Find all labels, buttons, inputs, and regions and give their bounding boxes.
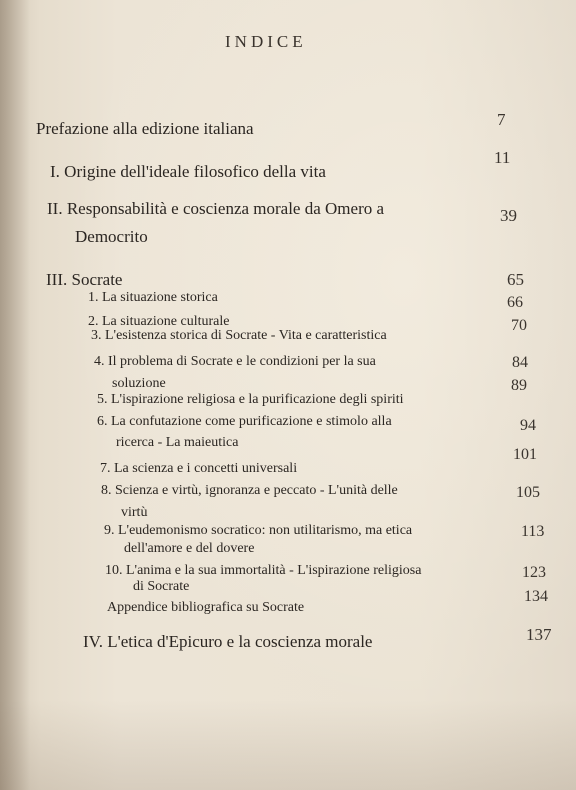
toc-subpage-7: 101 — [513, 446, 537, 463]
toc-entry-chapter-2-line1: II. Responsabilità e coscienza morale da Omero a — [47, 199, 385, 218]
toc-subentry-2: 2. La situazione culturale — [88, 314, 230, 329]
toc-subentry-5: 5. L'ispirazione religiosa e la purificazione degli spiriti — [97, 392, 404, 407]
toc-subentry-1: 1. La situazione storica — [88, 290, 218, 305]
toc-subpage-9: 113 — [521, 523, 545, 540]
toc-page-chapter-3: 65 — [507, 270, 524, 289]
toc-page-chapter-4: 137 — [526, 625, 552, 644]
toc-subentry-6-line1: 6. La confutazione come purificazione e stimolo alla — [97, 414, 392, 429]
toc-entry-chapter-3: III. Socrate — [46, 270, 123, 289]
page-title: INDICE — [225, 32, 307, 51]
toc-subentry-3: 3. L'esistenza storica di Socrate - Vita e caratteristica — [91, 328, 387, 343]
toc-page-chapter-1: 11 — [494, 148, 511, 167]
toc-subentry-7: 7. La scienza e i concetti universali — [100, 461, 298, 476]
toc-entry-prefazione: Prefazione alla edizione italiana — [36, 119, 254, 138]
toc-entry-chapter-2-line2: Democrito — [75, 227, 148, 246]
toc-page-chapter-2: 39 — [500, 206, 517, 225]
toc-entry-chapter-4: IV. L'etica d'Epicuro e la coscienza morale — [83, 632, 373, 651]
toc-entry-chapter-1: I. Origine dell'ideale filosofico della vita — [50, 162, 326, 181]
toc-subentry-9-line1: 9. L'eudemonismo socratico: non utilitarismo, ma etica — [104, 523, 413, 538]
toc-subentry-6-line2: ricerca - La maieutica — [116, 435, 239, 450]
toc-subentry-8-line2: virtù — [121, 505, 148, 520]
toc-subentry-8-line1: 8. Scienza e virtù, ignoranza e peccato - L'unità delle — [101, 483, 398, 498]
toc-subentry-4-line1: 4. Il problema di Socrate e le condizioni per la sua — [94, 354, 376, 369]
toc-subentry-4-line2: soluzione — [112, 376, 166, 391]
toc-subpage-appendix: 134 — [524, 588, 548, 605]
toc-subpage-10: 123 — [522, 564, 546, 581]
toc-subentry-9-line2: dell'amore e del dovere — [124, 541, 255, 556]
toc-subentry-10-line1: 10. L'anima e la sua immortalità - L'ispirazione religiosa — [105, 563, 422, 578]
toc-subentry-appendix: Appendice bibliografica su Socrate — [107, 600, 305, 615]
toc-subpage-5: 89 — [511, 377, 527, 394]
toc-page-prefazione: 7 — [497, 110, 506, 129]
toc-subentry-10-line2: di Socrate — [133, 579, 190, 594]
toc-subpage-4: 84 — [512, 354, 528, 371]
toc-subpage-8: 105 — [516, 484, 540, 501]
toc-subpage-1: 66 — [507, 294, 523, 311]
toc-subpage-6: 94 — [520, 417, 536, 434]
toc-subpage-2: 70 — [511, 317, 527, 334]
